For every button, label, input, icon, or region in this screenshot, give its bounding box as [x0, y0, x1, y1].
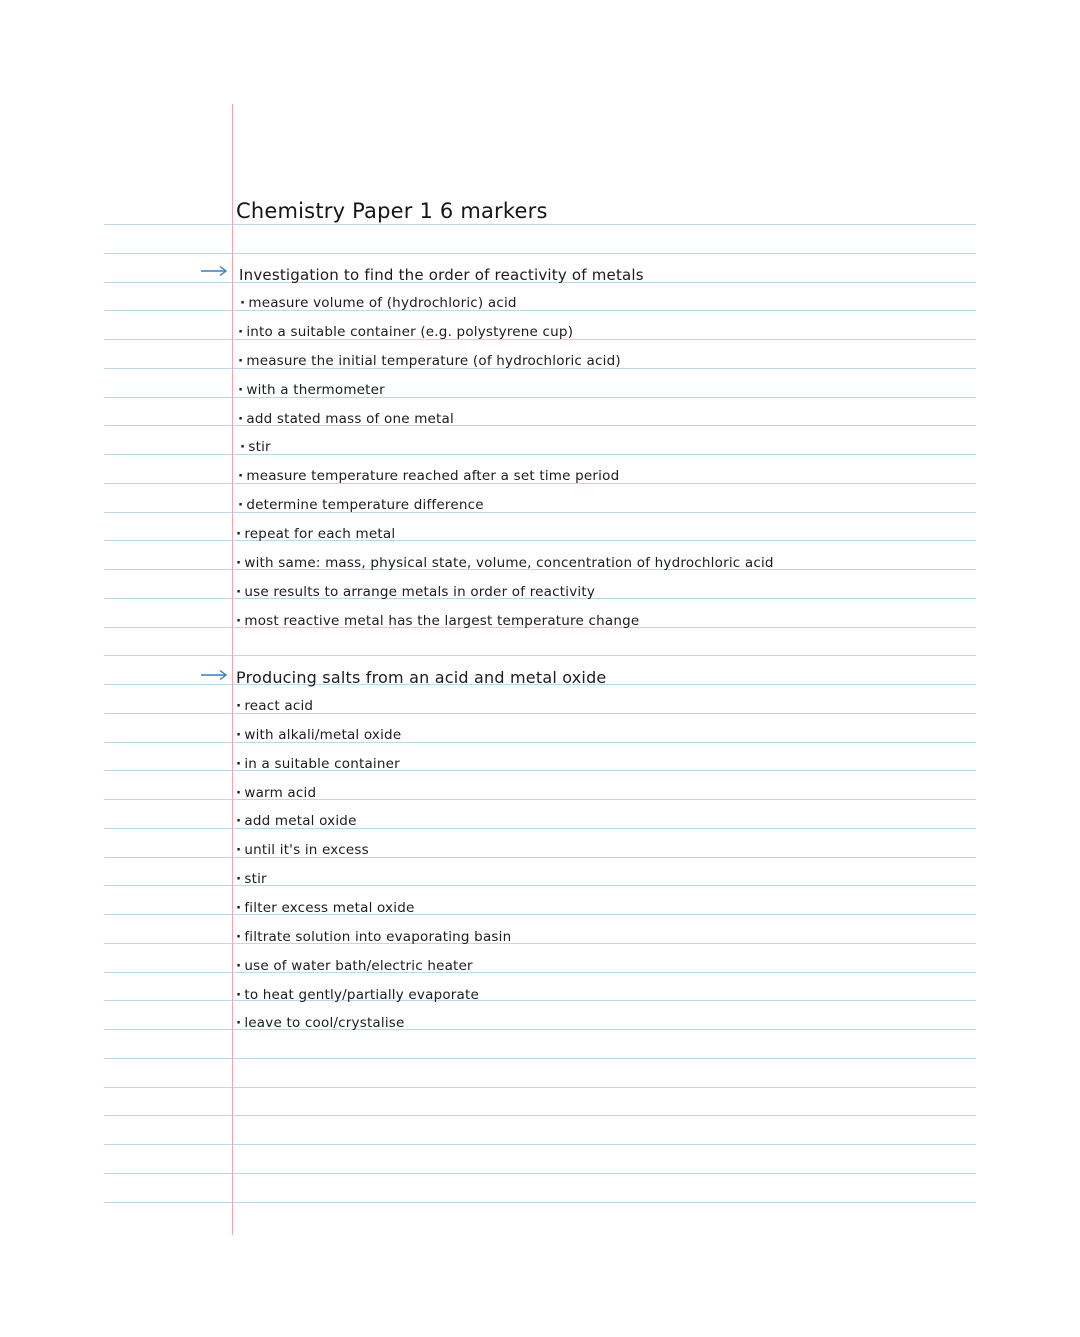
- arrow-right-icon: [200, 265, 228, 277]
- rule-line: [104, 1173, 976, 1174]
- rule-line: [104, 799, 976, 800]
- rule-line: [104, 1202, 976, 1203]
- rule-line: [104, 397, 976, 398]
- list-item: · with alkali/metal oxide: [236, 727, 401, 743]
- list-item: · with a thermometer: [238, 382, 385, 398]
- rule-line: [104, 540, 976, 541]
- arrow-right-icon: [200, 669, 228, 681]
- list-item: · leave to cool/crystalise: [236, 1015, 405, 1031]
- rule-line: [104, 310, 976, 311]
- rule-line: [104, 943, 976, 944]
- rule-line: [104, 857, 976, 858]
- rule-line: [104, 713, 976, 714]
- rule-line: [104, 914, 976, 915]
- section-heading: Investigation to find the order of reactivity of metals: [239, 266, 644, 284]
- rule-line: [104, 454, 976, 455]
- list-item: · until it's in excess: [236, 842, 369, 858]
- list-item: · determine temperature difference: [238, 497, 484, 513]
- list-item: · with same: mass, physical state, volume, concentration of hydrochloric acid: [236, 555, 774, 571]
- rule-line: [104, 224, 976, 225]
- list-item: · use results to arrange metals in order of reactivity: [236, 584, 595, 600]
- rule-line: [104, 1058, 976, 1059]
- rule-line: [104, 1115, 976, 1116]
- list-item: · add metal oxide: [236, 813, 357, 829]
- rule-line: [104, 1087, 976, 1088]
- list-item: · stir: [240, 439, 271, 455]
- list-item: · measure volume of (hydrochloric) acid: [240, 295, 517, 311]
- rule-line: [104, 828, 976, 829]
- list-item: · measure the initial temperature (of hydrochloric acid): [238, 353, 621, 369]
- rule-line: [104, 655, 976, 656]
- rule-line: [104, 1144, 976, 1145]
- list-item: · add stated mass of one metal: [238, 411, 454, 427]
- rule-line: [104, 512, 976, 513]
- rule-line: [104, 770, 976, 771]
- list-item: · most reactive metal has the largest temperature change: [236, 613, 639, 629]
- list-item: · warm acid: [236, 785, 316, 801]
- page-title: Chemistry Paper 1 6 markers: [236, 199, 548, 223]
- rule-line: [104, 1029, 976, 1030]
- list-item: · repeat for each metal: [236, 526, 395, 542]
- rule-line: [104, 742, 976, 743]
- list-item: · use of water bath/electric heater: [236, 958, 473, 974]
- rule-line: [104, 253, 976, 254]
- list-item: · stir: [236, 871, 267, 887]
- list-item: · to heat gently/partially evaporate: [236, 987, 479, 1003]
- section-heading: Producing salts from an acid and metal oxide: [236, 668, 607, 687]
- list-item: · filter excess metal oxide: [236, 900, 414, 916]
- rule-line: [104, 425, 976, 426]
- list-item: · into a suitable container (e.g. polystyrene cup): [238, 324, 573, 340]
- list-item: · filtrate solution into evaporating basin: [236, 929, 511, 945]
- list-item: · in a suitable container: [236, 756, 400, 772]
- list-item: · react acid: [236, 698, 313, 714]
- rule-line: [104, 885, 976, 886]
- rule-line: [104, 972, 976, 973]
- rule-line: [104, 1000, 976, 1001]
- list-item: · measure temperature reached after a set time period: [238, 468, 619, 484]
- margin-line: [232, 104, 233, 1235]
